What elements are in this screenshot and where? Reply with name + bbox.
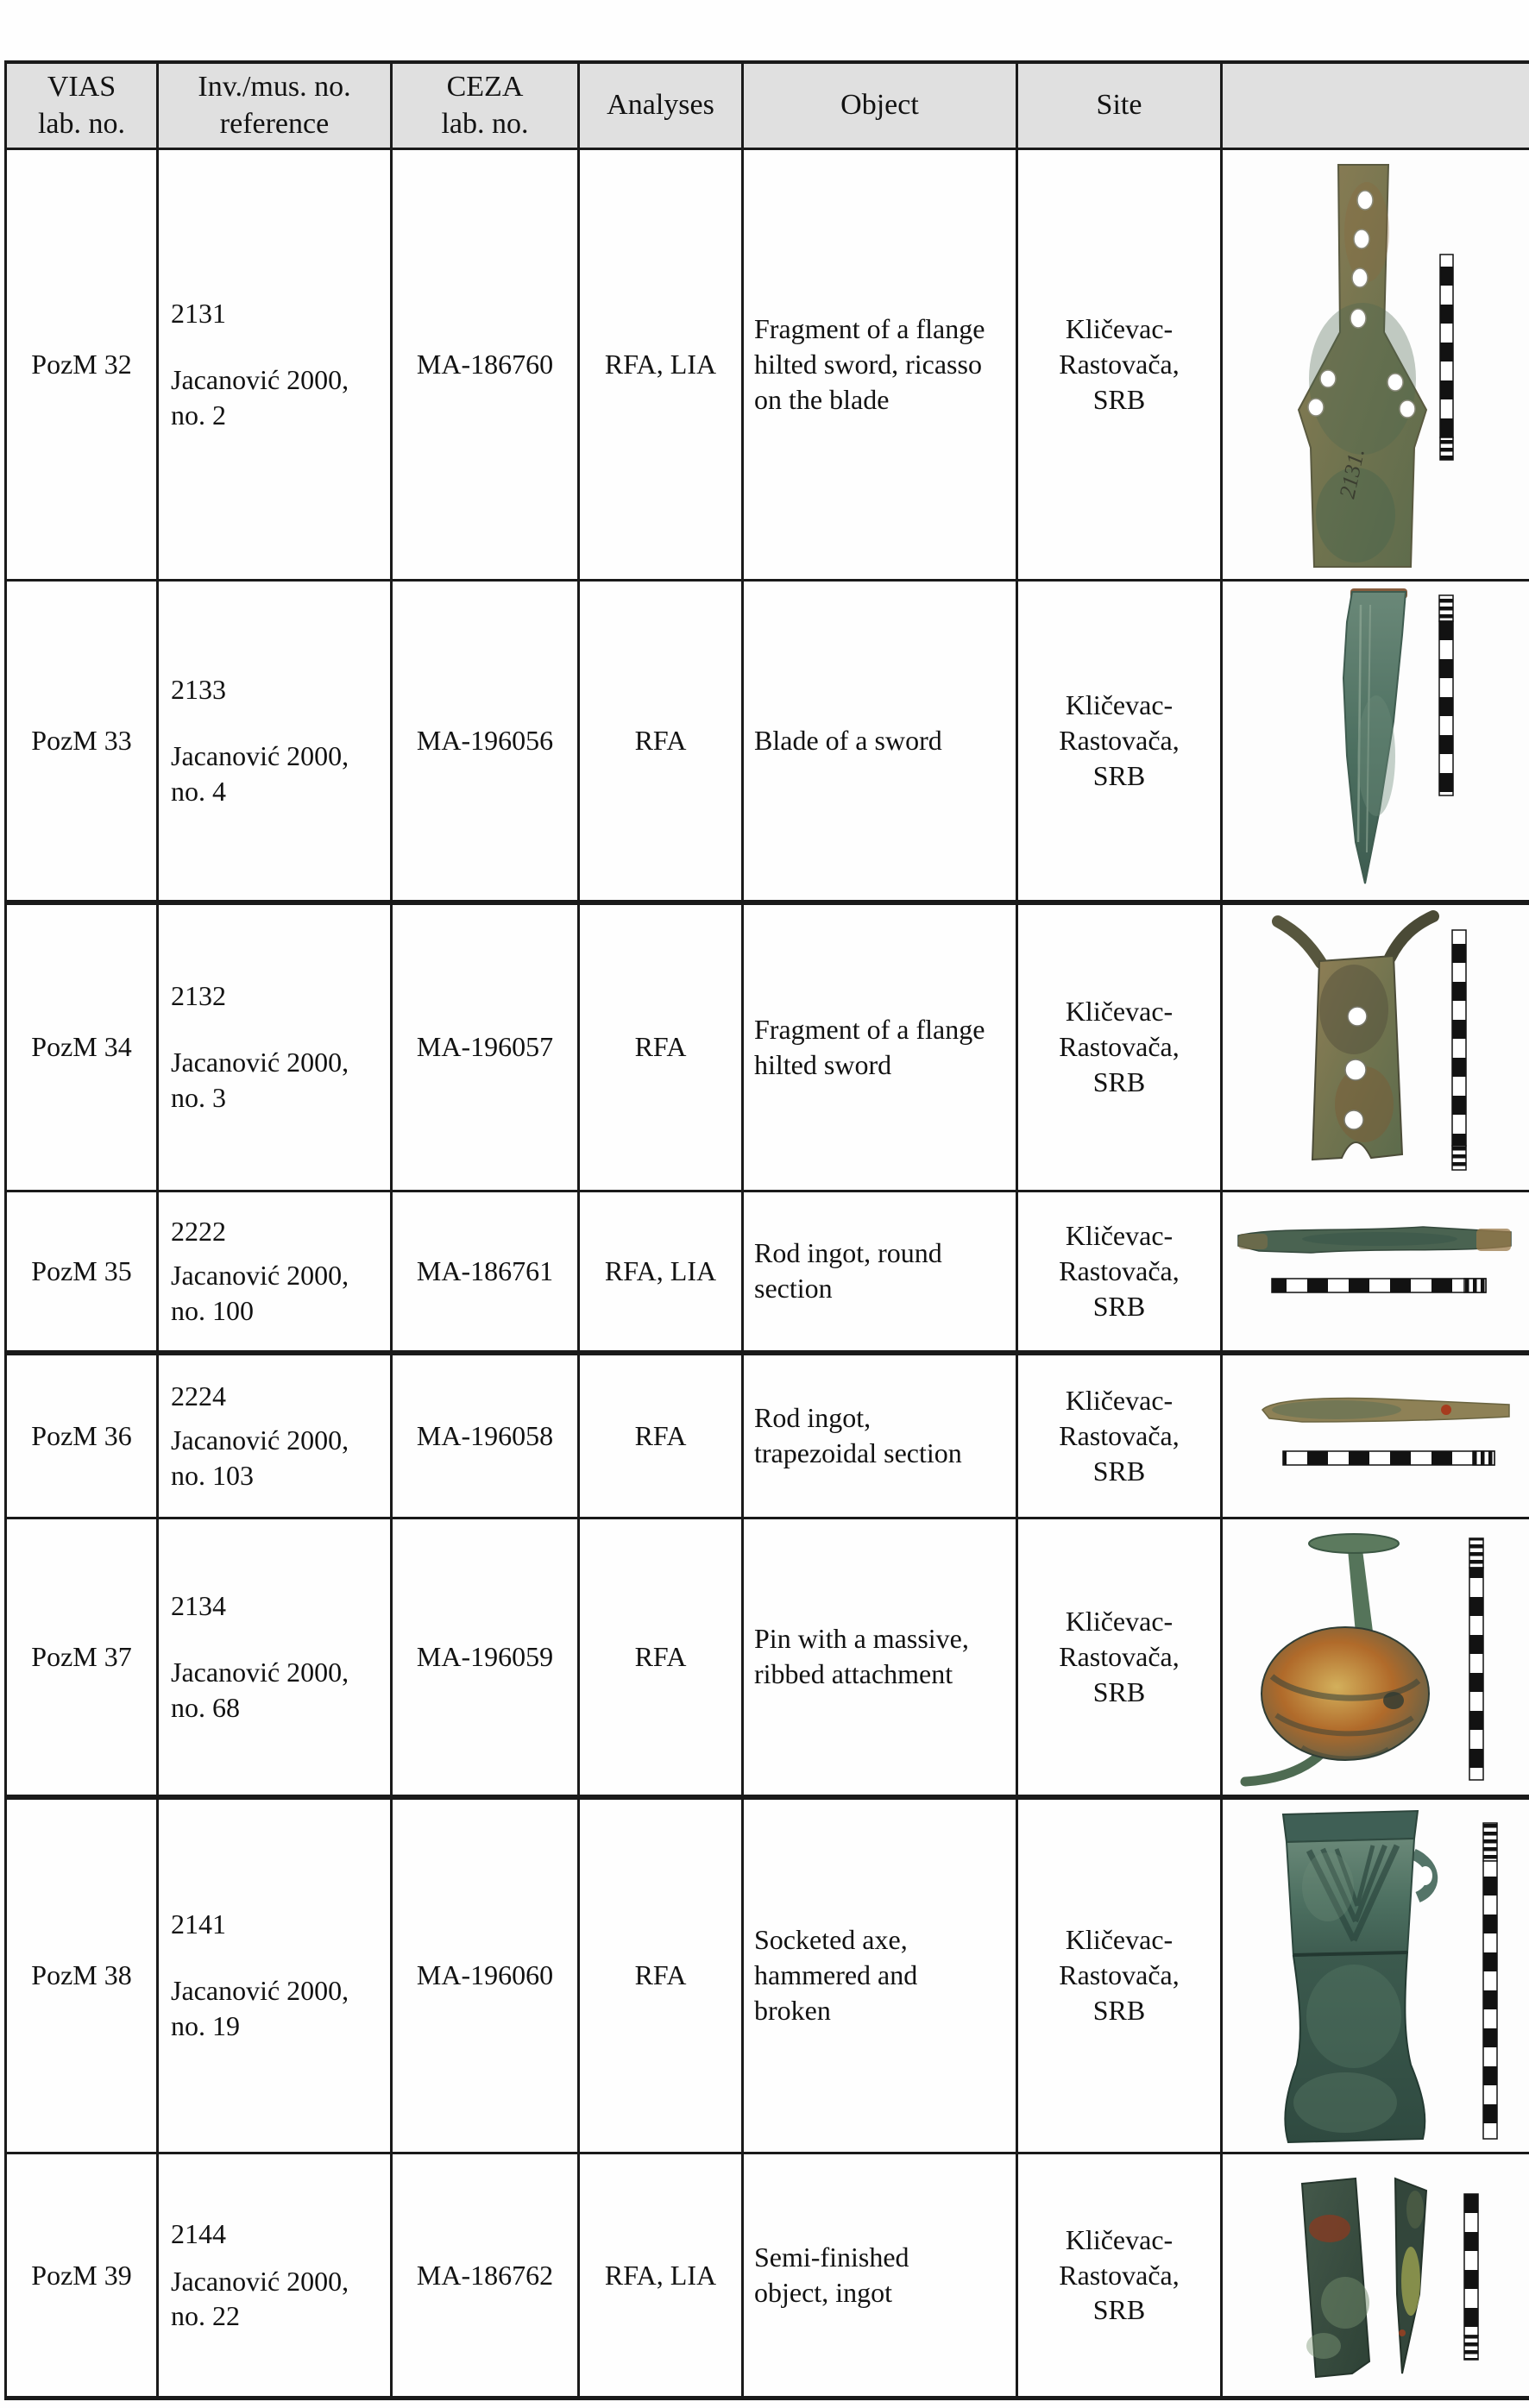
inv-reference-cell: 2133 Jacanović 2000, no. 4 (158, 581, 392, 902)
inv-reference-cell: 2134 Jacanović 2000, no. 68 (158, 1518, 392, 1797)
analyses-cell: RFA, LIA (579, 1191, 743, 1353)
analyses-cell: RFA (579, 1797, 743, 2153)
scale-bar (1469, 1538, 1483, 1780)
col-header-analyses: Analyses (579, 62, 743, 149)
inv-reference-cell: 2132 Jacanović 2000, no. 3 (158, 902, 392, 1191)
analyses-cell: RFA, LIA (579, 2153, 743, 2399)
col-header-inv-mus-no-reference: Inv./mus. no. reference (158, 62, 392, 149)
photo-cell (1222, 2153, 1529, 2399)
table-row-pozm-35 (6, 1191, 1529, 1353)
site-cell: Kličevac-Rastovača, SRB (1017, 2153, 1222, 2399)
site-cell: Kličevac-Rastovača, SRB (1017, 902, 1222, 1191)
photo-cell (1222, 581, 1529, 902)
artifact-photo-sword-blade (1224, 583, 1528, 898)
site-cell: Kličevac-Rastovača, SRB (1017, 1797, 1222, 2153)
artifact-photo-ribbed-pin (1224, 1521, 1528, 1793)
scale-bar (1439, 595, 1453, 795)
site-cell: Kličevac-Rastovača, SRB (1017, 1191, 1222, 1353)
ceza-cell: MA-186761 (392, 1191, 579, 1353)
analyses-cell: RFA (579, 581, 743, 902)
inv-reference-cell: 2224 Jacanović 2000, no. 103 (158, 1353, 392, 1518)
inv-reference-cell: 2222 Jacanović 2000, no. 100 (158, 1191, 392, 1353)
inv-reference-cell: 2144 Jacanović 2000, no. 22 (158, 2153, 392, 2399)
col-header-object: Object (743, 62, 1017, 149)
vias-cell: PozM 38 (6, 1797, 158, 2153)
photo-cell (1222, 1353, 1529, 1518)
photo-cell (1222, 1797, 1529, 2153)
inv-reference-cell: 2131 Jacanović 2000, no. 2 (158, 149, 392, 581)
artifact-photo-semi-finished-ingot (1224, 2156, 1528, 2394)
object-cell: Fragment of a flange hilted sword, ricasso on the blade (743, 149, 1017, 581)
artifact-photo-socketed-axe (1224, 1801, 1528, 2150)
scale-bar (1464, 2194, 1478, 2360)
col-header-site: Site (1017, 62, 1222, 149)
photo-cell (1222, 1191, 1529, 1353)
inv-reference-cell: 2141 Jacanović 2000, no. 19 (158, 1797, 392, 2153)
ribbed-attachment-body (1262, 1627, 1429, 1760)
left-horn (1278, 921, 1321, 963)
object-cell: Pin with a massive, ribbed attachment (743, 1518, 1017, 1797)
scale-bar (1272, 1279, 1486, 1292)
artifact-catalogue-table (4, 60, 1529, 2400)
red-corrosion-spot (1441, 1405, 1451, 1415)
ceza-cell: MA-196056 (392, 581, 579, 902)
vias-cell: PozM 36 (6, 1353, 158, 1518)
photo-cell (1222, 1518, 1529, 1797)
col-header-photo (1222, 62, 1529, 149)
analyses-cell: RFA (579, 1518, 743, 1797)
scale-bar (1440, 255, 1453, 460)
artifact-photo-rod-ingot-round (1224, 1194, 1528, 1349)
vias-cell: PozM 37 (6, 1518, 158, 1797)
table-row-pozm-33 (6, 581, 1529, 902)
photo-cell (1222, 902, 1529, 1191)
ceza-cell: MA-196057 (392, 902, 579, 1191)
site-cell: Kličevac-Rastovača, SRB (1017, 1518, 1222, 1797)
pin-disc-head (1309, 1534, 1399, 1553)
pin-shaft (1245, 1754, 1321, 1782)
handwritten-inventory-number: 2131. (1334, 445, 1370, 500)
col-header-vias-lab-no: VIAS lab. no. (6, 62, 158, 149)
table-row-pozm-34 (6, 902, 1529, 1191)
artifact-photo-rod-ingot-trapezoidal (1224, 1356, 1528, 1515)
artifact-photo-flange-hilted-sword-fragment (1224, 153, 1528, 577)
scale-bar (1483, 1823, 1497, 2139)
table-row-pozm-39 (6, 2153, 1529, 2399)
analyses-cell: RFA, LIA (579, 149, 743, 581)
vias-cell: PozM 33 (6, 581, 158, 902)
table-row-pozm-36 (6, 1353, 1529, 1518)
scale-bar (1283, 1451, 1494, 1465)
object-cell: Blade of a sword (743, 581, 1017, 902)
object-cell: Rod ingot, round section (743, 1191, 1017, 1353)
loop-hole (1419, 1866, 1432, 1885)
site-cell: Kličevac-Rastovača, SRB (1017, 1353, 1222, 1518)
socket-mouth (1283, 1811, 1418, 1842)
object-cell: Socketed axe, hammered and broken (743, 1797, 1017, 2153)
table-row-pozm-32 (6, 149, 1529, 581)
object-cell: Fragment of a flange hilted sword (743, 902, 1017, 1191)
site-cell: Kličevac-Rastovača, SRB (1017, 149, 1222, 581)
analyses-cell: RFA (579, 902, 743, 1191)
object-cell: Semi-finished object, ingot (743, 2153, 1017, 2399)
ceza-cell: MA-196060 (392, 1797, 579, 2153)
photo-cell (1222, 149, 1529, 581)
ceza-cell: MA-196059 (392, 1518, 579, 1797)
object-cell: Rod ingot, trapezoidal section (743, 1353, 1017, 1518)
table-row-pozm-37 (6, 1518, 1529, 1797)
vias-cell: PozM 35 (6, 1191, 158, 1353)
pin-stem (1348, 1550, 1373, 1633)
table-row-pozm-38 (6, 1797, 1529, 2153)
col-header-ceza-lab-no: CEZA lab. no. (392, 62, 579, 149)
vias-cell: PozM 34 (6, 902, 158, 1191)
ceza-cell: MA-186760 (392, 149, 579, 581)
site-cell: Kličevac-Rastovača, SRB (1017, 581, 1222, 902)
artifact-photo-hilt-fragment-forked (1224, 906, 1528, 1188)
ceza-cell: MA-196058 (392, 1353, 579, 1518)
ceza-cell: MA-186762 (392, 2153, 579, 2399)
header-row (6, 62, 1529, 149)
scale-bar (1452, 930, 1466, 1170)
vias-cell: PozM 32 (6, 149, 158, 581)
analyses-cell: RFA (579, 1353, 743, 1518)
right-horn (1390, 916, 1433, 958)
vias-cell: PozM 39 (6, 2153, 158, 2399)
